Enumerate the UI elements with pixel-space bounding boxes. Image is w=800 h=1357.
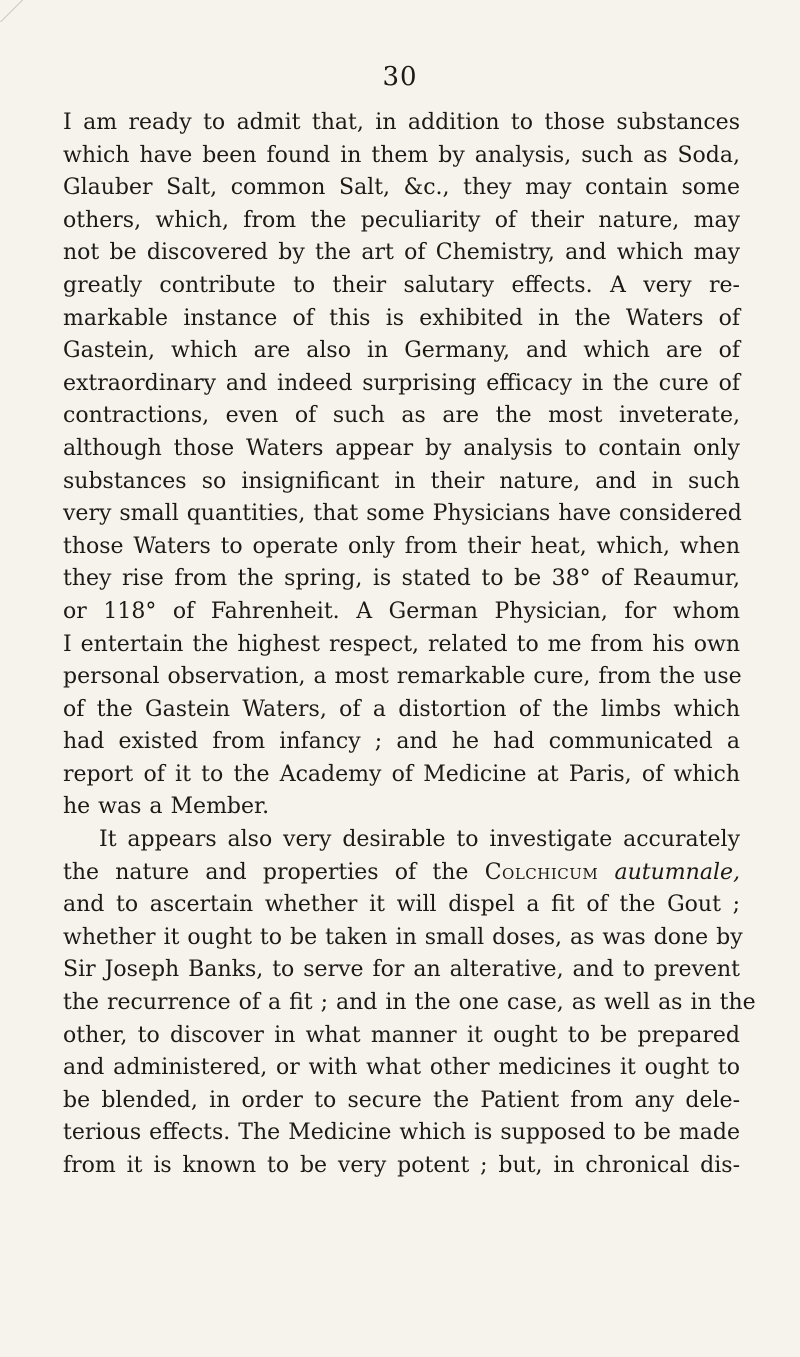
text-line: and administered, or with what other medicines it ought to [63,1055,740,1081]
text-line: very small quantities, that some Physicians have considered [63,501,742,527]
text-line: of the Gastein Waters, of a distortion of the limbs which [63,696,740,722]
paragraph-2 [63,824,756,1183]
text-line: substances so insignificant in their nature, and in such [63,468,740,494]
text-line: the recurrence of a fit ; and in the one case, as well as in the [63,990,756,1016]
text-line: extraordinary and indeed surprising efficacy in the cure of [63,370,740,396]
text-line: I entertain the highest respect, related to me from his own [63,631,740,657]
text-line: Sir Joseph Banks, to serve for an alterative, and to prevent [63,957,740,983]
text-line: which have been found in them by analysis, such as Soda, [63,142,740,168]
text-line: It appears also very desirable to investigate accurately [99,827,740,853]
text-line: terious effects. The Medicine which is supposed to be made [63,1120,740,1146]
text-line: greatly contribute to their salutary effects. A very re- [63,272,740,298]
text-line: report of it to the Academy of Medicine at Paris, of which [63,761,740,787]
text-line: they rise from the spring, is stated to be 38° of Reaumur, [63,566,740,592]
text-line: other, to discover in what manner it ought to be prepared [63,1022,740,1048]
text-line: and to ascertain whether it will dispel a fit of the Gout ; [63,892,740,918]
text-line: although those Waters appear by analysis to contain only [63,435,740,461]
text-line: others, which, from the peculiarity of their nature, may [63,207,740,233]
text-line: those Waters to operate only from their heat, which, when [63,533,740,559]
text-line: I am ready to admit that, in addition to those substances [63,110,740,135]
page-number: 30 [382,62,418,92]
text-line: personal observation, a most remarkable cure, from the use [63,664,742,690]
body-text [63,107,756,1183]
page-corner-mark [0,0,23,22]
text-segment: the nature and properties of the [63,859,485,885]
text-line-with-term [63,857,740,890]
text-line: had existed from infancy ; and he had communicated a [63,729,740,755]
text-line: markable instance of this is exhibited in the Waters of [63,305,740,331]
text-line: or 118° of Fahrenheit. A German Physician, for whom [63,598,740,624]
text-line: not be discovered by the art of Chemistry, and which may [63,240,740,266]
botanical-genus: Colchicum [484,859,599,885]
text-line: Gastein, which are also in Germany, and which are of [63,338,740,364]
text-line: whether it ought to be taken in small doses, as was done by [63,924,743,950]
paragraph-1 [63,107,740,824]
text-line: he was a Member. [63,794,270,820]
botanical-species: autumnale, [614,859,740,885]
text-line: from it is known to be very potent ; but, in chronical dis- [63,1153,740,1178]
text-line: be blended, in order to secure the Patient from any dele- [63,1087,740,1113]
text-line: Glauber Salt, common Salt, &c., they may contain some [63,175,740,201]
text-line: contractions, even of such as are the most inveterate, [63,403,740,429]
